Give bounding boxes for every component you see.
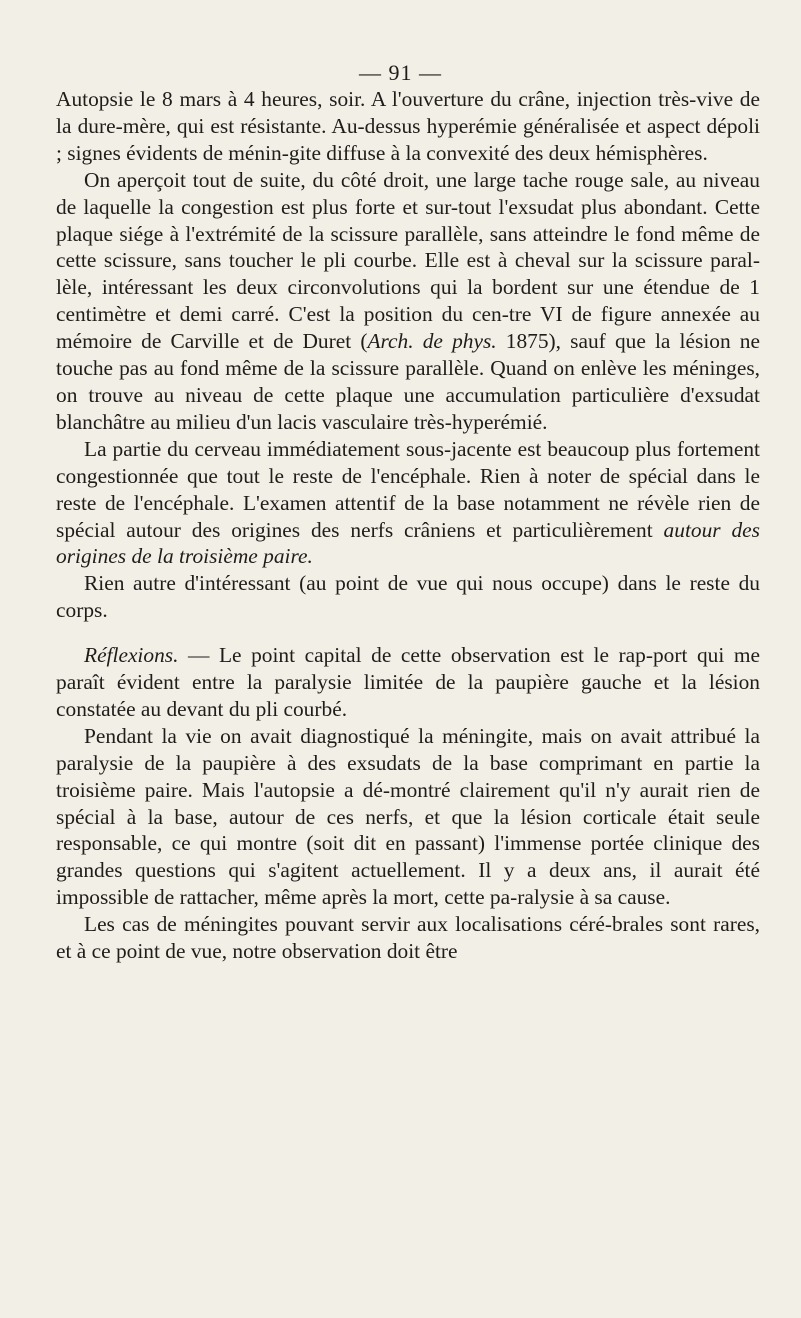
paragraph-text: — Le point capital de cette observation est le rap-port qui me paraît évident entre la paralysie limitée de la paupière gauche et la lésion constatée au devant du pli courbé. [56, 643, 760, 721]
paragraph-text: 1875), sauf que la lésion ne touche pas au fond même de la scissure parallèle. Quand on enlève les méninges, on trouve au niveau de cette plaque une accumulation particulière d'exsudat blanchâtre au milieu d'un lacis vasculaire très-hyperémié. [56, 329, 760, 434]
citation-italic: Arch. de phys. [367, 329, 497, 354]
page-number: — 91 — [359, 60, 442, 85]
paragraph-text: Rien autre d'intéressant (au point de vue qui nous occupe) dans le reste du corps. [56, 571, 760, 623]
paragraph-diagnosis [56, 723, 760, 911]
paragraph-meningitis-cases [56, 911, 760, 965]
paragraph-rest-of-body [56, 570, 760, 624]
body-text [56, 86, 760, 965]
paragraph-text: Les cas de méningites pouvant servir aux localisations céré-brales sont rares, et à ce point de vue, notre observation doit être [56, 912, 760, 964]
paragraph-text: On aperçoit tout de suite, du côté droit, une large tache rouge sale, au niveau de laquelle la congestion est plus forte et sur-tout l'exsudat plus abondant. Cette plaque siége à l'extrémité de la scissure parallèle, sans atteindre le fond même de cette scissure, sans toucher le pli courbe. Elle est à cheval sur la scissure paral-lèle, intéressant les deux circonvolutions qui la bordent sur une étendue de 1 centimètre et demi carré. C'est la position du cen-tre VI de figure annexée au mémoire de Carville et de Duret ( [56, 167, 760, 354]
paragraph-red-spot [56, 167, 760, 436]
paragraph-brain-congestion [56, 436, 760, 571]
emphasis-italic: autour des origines de la troisième paire. [56, 517, 760, 569]
paragraph-autopsy [56, 86, 760, 167]
section-heading-italic: Réflexions. [84, 643, 179, 668]
paragraph-text: La partie du cerveau immédiatement sous-jacente est beaucoup plus fortement congestionnée que tout le reste de l'encéphale. Rien à noter de spécial dans le reste de l'encéphale. L'examen attentif de la base notamment ne révèle rien de spécial autour des origines des nerfs crâniens et particulièrement [56, 436, 760, 542]
paragraph-text: Pendant la vie on avait diagnostiqué la méningite, mais on avait attribué la paralysie de la paupière à des exsudats de la base comprimant en partie la troisième paire. Mais l'autopsie a dé-montré clairement qu'il n'y aurait rien de spécial à la base, autour de ces nerfs, et que la lésion corticale était seule responsable, ce qui montre (soit dit en passant) l'immense portée clinique des grandes questions qui s'agitent actuellement. Il y a deux ans, il aurait été impossible de rattacher, même après la mort, cette pa-ralysie à sa cause. [56, 723, 760, 910]
paragraph-reflexions [56, 642, 760, 723]
paragraph-text: Autopsie le 8 mars à 4 heures, soir. A l'ouverture du crâne, injection très-vive de la dure-mère, qui est résistante. Au-dessus hyperémie généralisée et aspect dépoli ; signes évidents de ménin-gite diffuse à la convexité des deux hémisphères. [56, 87, 760, 165]
